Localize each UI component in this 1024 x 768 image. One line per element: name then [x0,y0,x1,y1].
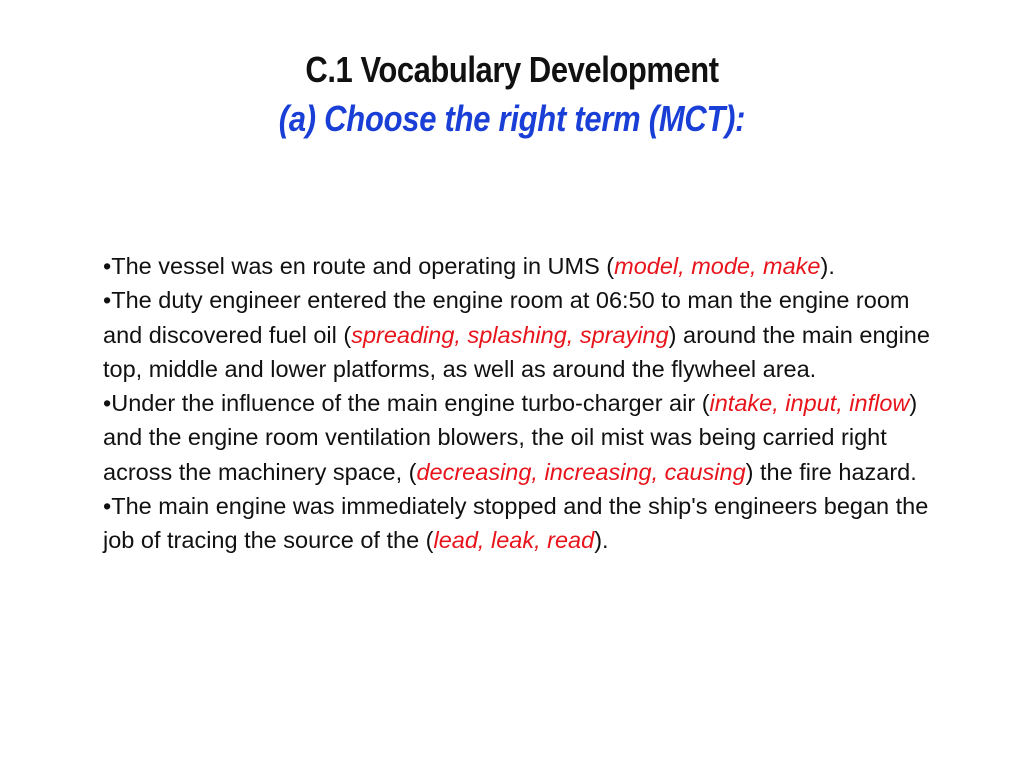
bullet-2-text-before: •The duty engineer entered the engine room at 06:50 to man the engine room and discovered fuel oil ( [103,287,910,348]
bullet-4-text-before: •The main engine was immediately stopped and the ship's engineers began the job of tracing the source of the ( [103,493,929,554]
bullet-1 [103,249,933,283]
bullet-2-text-after: ) around the main engine top, middle and lower platforms, as well as around the flywheel area. [103,321,930,382]
title-subtitle: (a) Choose the right term (MCT): [278,98,746,139]
bullet-3-text-before: •Under the influence of the main engine turbo-charger air ( [103,390,710,417]
bullet-4-text-after: ). [594,527,609,554]
bullet-2 [103,283,933,386]
bullet-3 [103,386,933,489]
title-main: C.1 Vocabulary Development [305,49,719,90]
bullet-1-options: model, mode, make [614,253,821,279]
bullet-3-options: intake, input, inflow [709,390,910,417]
bullet-1-text-after: ). [820,253,835,279]
bullet-1-text-before: •The vessel was en route and operating in UMS ( [103,253,615,279]
bullet-3-text-after: ) and the engine room ventilation blowers, the oil mist was being carried right across the machinery space, ( [103,390,918,485]
bullet-3-options-2: decreasing, increasing, causing [416,458,746,485]
bullet-4 [103,489,933,558]
slide-title [0,46,1024,144]
exercise-body [103,249,933,558]
bullet-3-text-end: ) the fire hazard. [745,458,917,485]
bullet-4-options: lead, leak, read [433,527,595,554]
bullet-2-options: spreading, splashing, spraying [351,321,669,348]
